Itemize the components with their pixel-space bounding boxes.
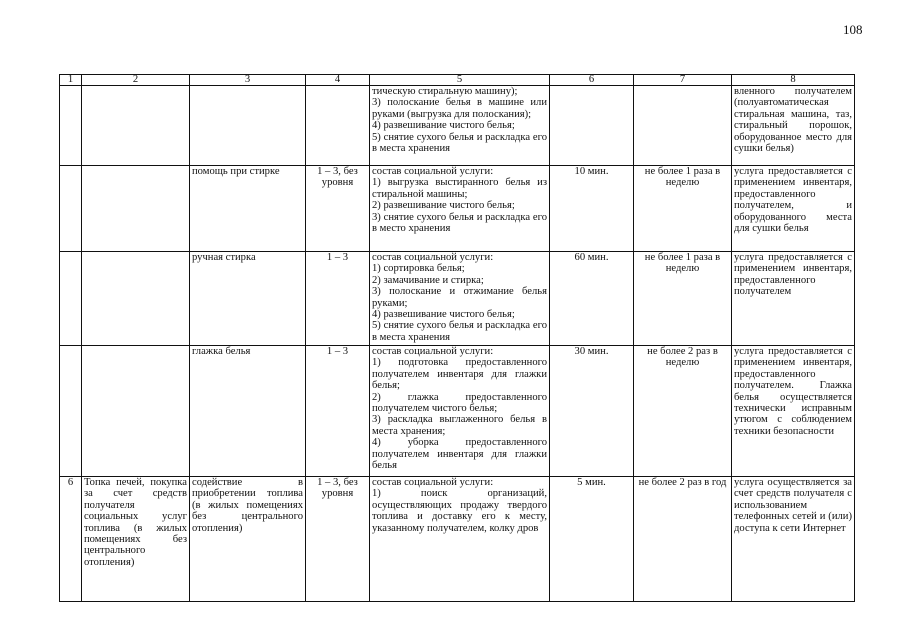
conditions-cell: услуга предоставляется с применением инвентаря, предоставленного получателем. Глажка белья осуществляется технически исправным утюгом с соблюдением техники безопасности [732,346,855,477]
content-line: 2) глажка предоставленного получателем чистого белья; [372,391,547,415]
column-number: 8 [732,75,855,86]
duration-cell: 60 мин. [550,252,634,346]
frequency-cell: не более 2 раз в год [634,477,732,602]
level-cell: 1 – 3 [306,346,370,477]
column-number: 7 [634,75,732,86]
service-name [82,86,190,166]
row-number [60,86,82,166]
content-line: 2) развешивание чистого белья; [372,200,515,212]
content-line: 1) поиск организаций, осуществляющих продажу твердого топлива и доставку его к месту, указанному получателем, колку дров [372,488,547,534]
content-line: 3) раскладка выглаженного белья в места хранения; [372,414,547,437]
duration-cell [550,86,634,166]
column-number: 1 [60,75,82,86]
content-line: состав социальной услуги: [372,252,494,263]
row-number [60,252,82,346]
content-line: состав социальной услуги: [372,166,494,177]
page-number: 108 [843,22,863,37]
table-row [60,86,855,166]
subservice-name [190,86,306,166]
content-line: состав социальной услуги: [372,346,494,357]
table-row [60,166,855,252]
table-row [60,346,855,477]
service-content [370,252,550,346]
services-table [59,74,855,602]
column-number-row [60,75,855,86]
service-content [370,86,550,166]
service-name: Топка печей, покупка за счет средств получателя социальных услуг топлива (в жилых помещениях без центрального отопления) [82,477,190,602]
service-name [82,346,190,477]
content-line: 5) снятие сухого белья и раскладка его в места хранения [372,320,547,343]
conditions-cell: вленного получателем (полуавтоматическая стиральная машина, таз, стиральный порошок, оборудованное место для сушки белья) [732,86,855,166]
conditions-cell: услуга предоставляется с применением инвентаря, предоставленного получателем, и оборудованного места для сушки белья [732,166,855,252]
content-line: 2) замачивание и стирка; [372,274,484,286]
duration-cell: 5 мин. [550,477,634,602]
frequency-cell: не более 1 раза в неделю [634,252,732,346]
service-name [82,252,190,346]
column-number: 3 [190,75,306,86]
column-number: 5 [370,75,550,86]
column-number: 2 [82,75,190,86]
frequency-cell: не более 1 раза в неделю [634,166,732,252]
content-line: 4) развешивание чистого белья; [372,309,515,321]
content-line: состав социальной услуги: [372,477,494,488]
row-number [60,346,82,477]
content-line: 4) уборка предоставленного получателем инвентаря для глажки белья [372,437,547,472]
table-row [60,252,855,346]
service-name [82,166,190,252]
frequency-cell [634,86,732,166]
column-number: 4 [306,75,370,86]
subservice-name: ручная стирка [190,252,306,346]
content-line: тическую стиральную машину); [372,86,518,97]
content-line: 4) развешивание чистого белья; [372,120,515,132]
level-cell: 1 – 3 [306,252,370,346]
level-cell: 1 – 3, без уровня [306,477,370,602]
content-line: 5) снятие сухого белья и раскладка его в места хранения [372,131,547,155]
content-line: 3) полоскание и отжимание белья руками; [372,286,547,309]
table-row [60,477,855,602]
row-number [60,166,82,252]
conditions-cell: услуга предоставляется с применением инвентаря, предоставленного получателем [732,252,855,346]
frequency-cell: не более 2 раз в неделю [634,346,732,477]
duration-cell: 10 мин. [550,166,634,252]
service-content [370,477,550,602]
subservice-name: помощь при стирке [190,166,306,252]
row-number: 6 [60,477,82,602]
content-line: 3) полоскание белья в машине или руками (выгрузка для полоскания); [372,97,547,120]
level-cell [306,86,370,166]
content-line: 1) подготовка предоставленного получателем инвентаря для глажки белья; [372,357,547,392]
duration-cell: 30 мин. [550,346,634,477]
level-cell: 1 – 3, без уровня [306,166,370,252]
service-content [370,346,550,477]
content-line: 1) выгрузка выстиранного белья из стиральной машины; [372,177,547,200]
content-line: 1) сортировка белья; [372,263,465,275]
content-line: 3) снятие сухого белья и раскладка его в место хранения [372,211,547,235]
column-number: 6 [550,75,634,86]
subservice-name: глажка белья [190,346,306,477]
service-content [370,166,550,252]
subservice-name: содействие в приобретении топлива (в жилых помещениях без центрального отопления) [190,477,306,602]
conditions-cell: услуга осуществляется за счет средств получателя с использованием телефонных сетей и (или) доступа к сети Интернет [732,477,855,602]
